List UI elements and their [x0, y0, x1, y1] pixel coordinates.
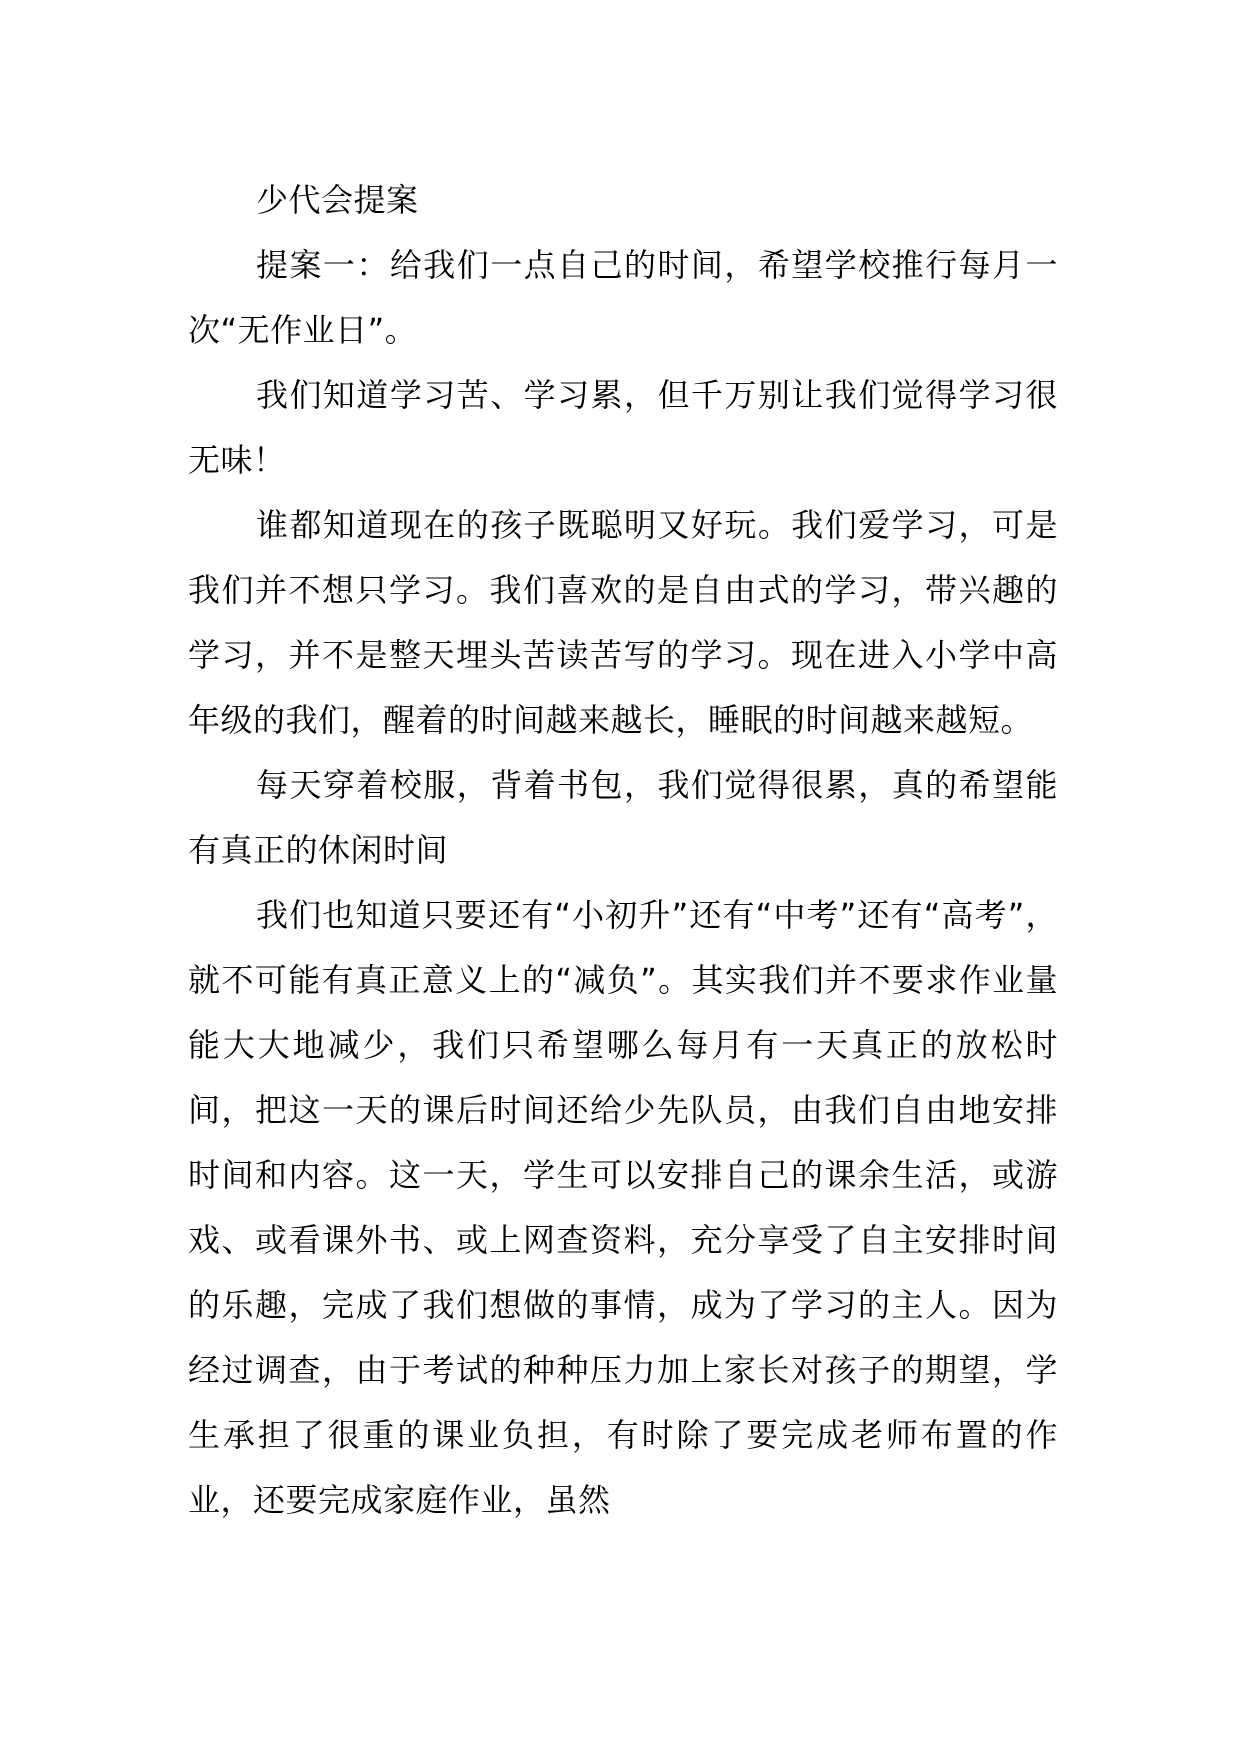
document-title: 少代会提案 — [256, 181, 419, 219]
paragraph-burden-reduction: 我们也知道只要还有“小初升”还有“中考”还有“高考”，就不可能有真正意义上的“减负”。其实我们并不要求作业量能大大地减少，我们只希望哪么每月有一天真正的放松时间，把这一天的课后时间还给少先队员，由我们自由地安排时间和内容。这一天，学生可以安排自己的课余生活，或游戏、或看课外书、或上网查资料，充分享受了自主安排时间的乐趣，完成了我们想做的事情，成为了学习的主人。因为经过调查，由于考试的种种压力加上家长对孩子的期望，学生承担了很重的课业负担，有时除了要完成老师布置的作业，还要完成家庭作业，虽然 — [188, 896, 1058, 1519]
paragraph-study-tiring: 我们知道学习苦、学习累，但千万别让我们觉得学习很无味！ — [188, 376, 1058, 479]
paragraph-children-learning: 谁都知道现在的孩子既聪明又好玩。我们爱学习，可是我们并不想只学习。我们喜欢的是自由式的学习，带兴趣的学习，并不是整天埋头苦读苦写的学习。现在进入小学中高年级的我们，醒着的时间越来越长，睡眠的时间越来越短。 — [188, 506, 1058, 739]
document-body — [188, 168, 1058, 1533]
paragraph-proposal-one: 提案一：给我们一点自己的时间，希望学校推行每月一次“无作业日”。 — [188, 246, 1058, 349]
paragraph-leisure-time: 每天穿着校服，背着书包，我们觉得很累，真的希望能有真正的休闲时间 — [188, 766, 1058, 869]
